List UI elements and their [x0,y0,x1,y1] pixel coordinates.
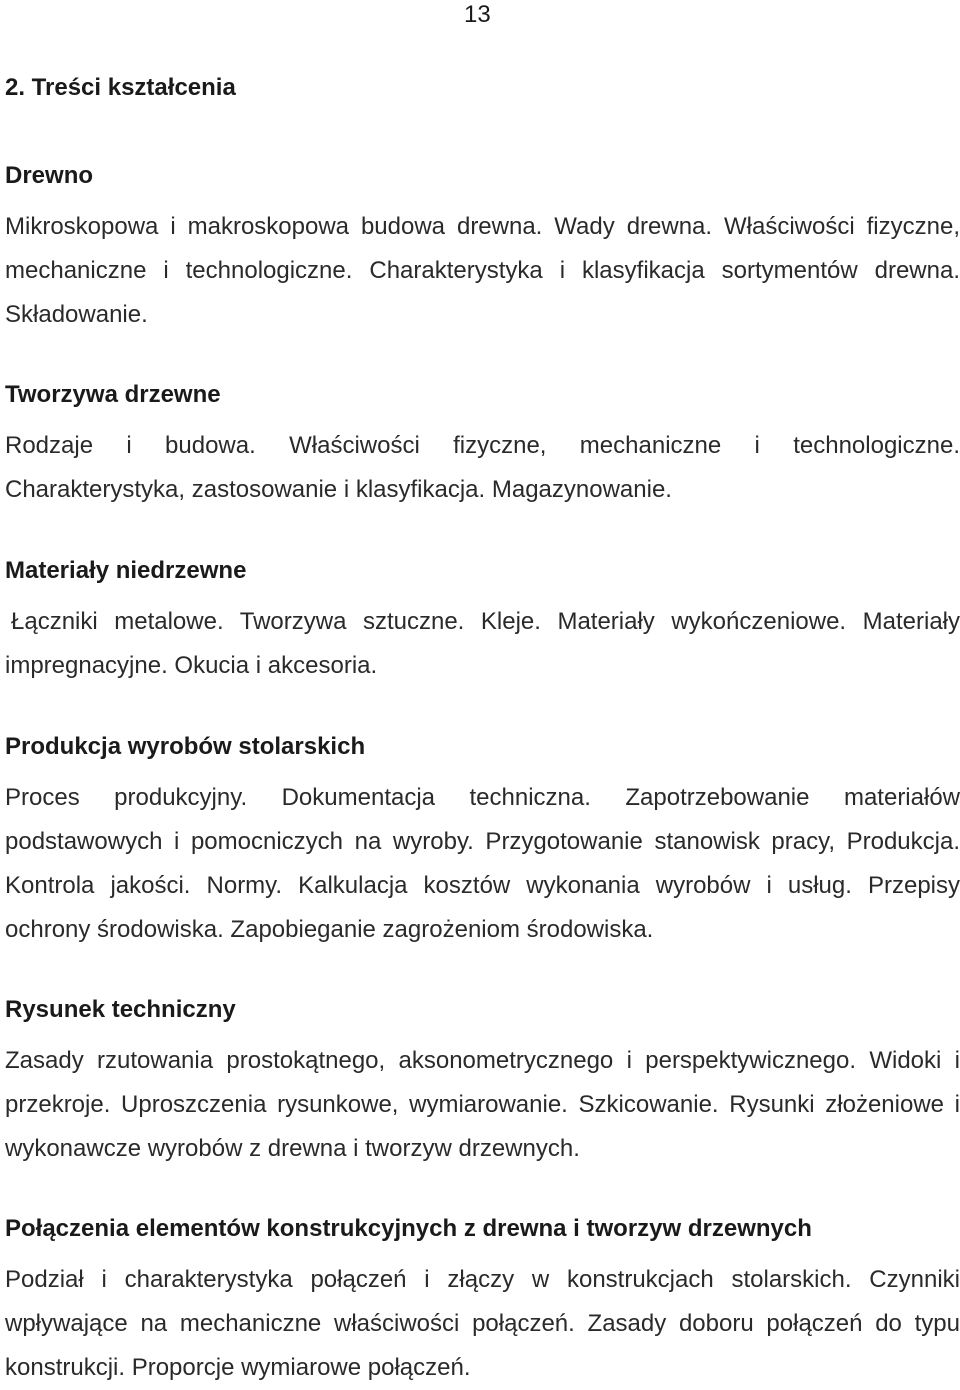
section-body: Rodzaje i budowa. Właściwości fizyczne, mechaniczne i technologiczne. Charakterystyka, zastosowanie i klasyfikacja. Magazynowanie. [5,432,960,503]
section-heading: Drewno [5,162,94,189]
page-number: 13 [464,1,491,28]
section-heading: Rysunek techniczny [5,996,236,1023]
section-heading: Tworzywa drzewne [5,381,221,408]
section-produkcja-wyrobow [5,732,960,952]
section-body: Łączniki metalowe. Tworzywa sztuczne. Kleje. Materiały wykończeniowe. Materiały impregnacyjne. Okucia i akcesoria. [5,608,960,679]
section-rysunek-techniczny [5,995,960,1171]
section-body: Zasady rzutowania prostokątnego, aksonometrycznego i perspektywicznego. Widoki i przekroje. Uproszczenia rysunkowe, wymiarowanie. Szkicowanie. Rysunki złożeniowe i wykonawcze wyrobów z drewna i tworzyw drzewnych. [5,1047,960,1162]
section-body: Mikroskopowa i makroskopowa budowa drewna. Wady drewna. Właściwości fizyczne, mechaniczne i technologiczne. Charakterystyka i klasyfikacja sortymentów drewna. Składowanie. [5,213,960,328]
section-polaczenia-elementow [5,1214,960,1390]
section-tworzywa-drzewne [5,380,960,512]
section-drewno [5,161,960,337]
chapter-title: 2. Treści kształcenia [5,74,236,101]
section-heading: Produkcja wyrobów stolarskich [5,733,366,760]
section-materialy-niedrzewne [5,556,960,688]
section-body: Proces produkcyjny. Dokumentacja techniczna. Zapotrzebowanie materiałów podstawowych i pomocniczych na wyroby. Przygotowanie stanowisk pracy, Produkcja. Kontrola jakości. Normy. Kalkulacja kosztów wykonania wyrobów i usług. Przepisy ochrony środowiska. Zapobieganie zagrożeniom środowiska. [5,784,960,943]
section-heading: Materiały niedrzewne [5,557,247,584]
section-body: Podział i charakterystyka połączeń i złączy w konstrukcjach stolarskich. Czynniki wpływające na mechaniczne właściwości połączeń. Zasady doboru połączeń do typu konstrukcji. Proporcje wymiarowe połączeń. [5,1266,960,1381]
section-heading: Połączenia elementów konstrukcyjnych z drewna i tworzyw drzewnych [5,1215,812,1242]
